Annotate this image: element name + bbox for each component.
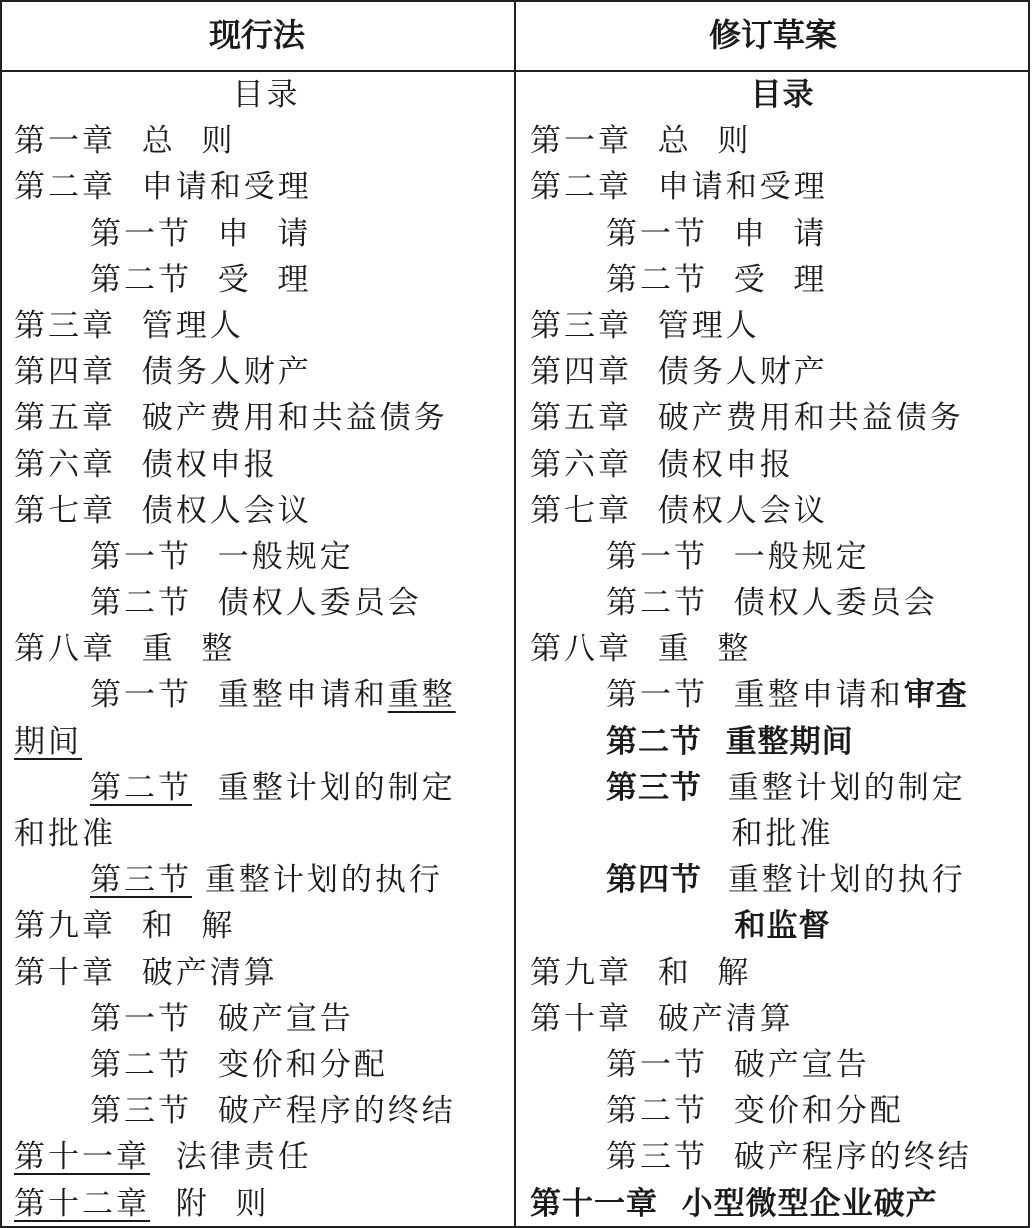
section-line-continued: [14, 719, 519, 765]
chapter-line: 第四章 债务人财产: [14, 354, 312, 391]
section-line: 第二节 债权人委员会: [90, 585, 422, 622]
chapter-line: 第二章 申请和受理: [14, 169, 312, 206]
chapter-text: 法律责任: [150, 1139, 312, 1176]
section-text: 重整计划的执行: [192, 862, 443, 899]
chapter-line: 第五章 破产费用和共益债务: [14, 400, 448, 437]
section-text: 重整计划的执行: [702, 862, 966, 899]
header-revision-draft: 修订草案: [708, 16, 837, 54]
section-text: 第一节 重整申请和: [90, 677, 388, 714]
chapter-line: 第五章 破产费用和共益债务: [530, 400, 964, 437]
section-line: 第三节 破产程序的终结: [90, 1093, 456, 1130]
underlined-change: 第十一章: [14, 1139, 150, 1176]
chapter-line: 第三章 管理人: [14, 307, 244, 344]
section-line: [14, 857, 519, 903]
chapter-line: 第十章 破产清算: [530, 1000, 794, 1037]
section-line-new: 第二节 重整期间: [606, 723, 854, 760]
chapter-text: 附 则: [150, 1185, 270, 1222]
chapter-line: 第八章 重 整: [14, 631, 236, 668]
section-line: 第一节 破产宣告: [90, 1000, 354, 1037]
section-line: [14, 672, 519, 718]
section-line: 第一节 一般规定: [606, 538, 870, 575]
chapter-line: 第一章 总 则: [14, 123, 236, 160]
section-line-continued: 和批准: [731, 816, 834, 852]
chapter-line: [14, 1181, 519, 1227]
chapter-line: 第八章 重 整: [530, 631, 752, 668]
section-line: 第一节 破产宣告: [606, 1046, 870, 1083]
chapter-line: 第九章 和 解: [14, 908, 236, 945]
chapter-line: 第三章 管理人: [530, 307, 760, 344]
section-line: 第二节 债权人委员会: [606, 585, 938, 622]
section-line-continued: 和监督: [734, 908, 831, 945]
section-line: 第一节 申 请: [90, 215, 312, 252]
bold-change: 第四节: [606, 862, 702, 899]
section-line: [530, 857, 1032, 903]
header-current-law: 现行法: [208, 16, 305, 54]
underlined-change: 第二节: [90, 769, 192, 806]
bold-change: 第三节: [606, 769, 702, 806]
chapter-line: 第九章 和 解: [530, 954, 752, 991]
section-line: 第三节 破产程序的终结: [606, 1139, 972, 1176]
underlined-change: 期间: [14, 723, 82, 760]
chapter-line: 第一章 总 则: [530, 123, 752, 160]
section-line: 第二节 受 理: [606, 261, 828, 298]
section-text: 第一节 重整申请和: [606, 677, 904, 714]
underlined-change: 第三节: [90, 862, 192, 899]
section-line: 第二节 受 理: [90, 261, 312, 298]
underlined-change: 重整: [387, 677, 456, 714]
chapter-line: 第七章 债权人会议: [14, 492, 312, 529]
chapter-line: 第十章 破产清算: [14, 954, 278, 991]
current-law-column: [14, 72, 519, 1227]
section-line-continued: 和批准: [14, 816, 116, 852]
section-line: [530, 765, 1032, 811]
section-line: [14, 765, 519, 811]
revision-draft-column: [530, 72, 1032, 1227]
chapter-line: 第四章 债务人财产: [530, 354, 828, 391]
section-text: 重整计划的制定: [702, 769, 966, 806]
section-line: 第二节 变价和分配: [90, 1046, 388, 1083]
toc-title: 目录: [750, 77, 815, 113]
chapter-line: [14, 1134, 519, 1180]
toc-title: 目录: [232, 77, 301, 113]
section-line: 第一节 一般规定: [90, 538, 354, 575]
chapter-line: 第七章 债权人会议: [530, 492, 828, 529]
section-line: 第二节 变价和分配: [606, 1093, 904, 1130]
chapter-line-new: 第十一章 小型微型企业破产: [530, 1185, 938, 1222]
bold-change: 审查: [903, 677, 968, 714]
section-line: [530, 672, 1032, 718]
underlined-change: 第十二章: [14, 1185, 150, 1222]
chapter-line: 第二章 申请和受理: [530, 169, 828, 206]
chapter-line: 第六章 债权申报: [14, 446, 278, 483]
chapter-line: 第六章 债权申报: [530, 446, 794, 483]
section-line: 第一节 申 请: [606, 215, 828, 252]
section-text: 重整计划的制定: [192, 769, 456, 806]
